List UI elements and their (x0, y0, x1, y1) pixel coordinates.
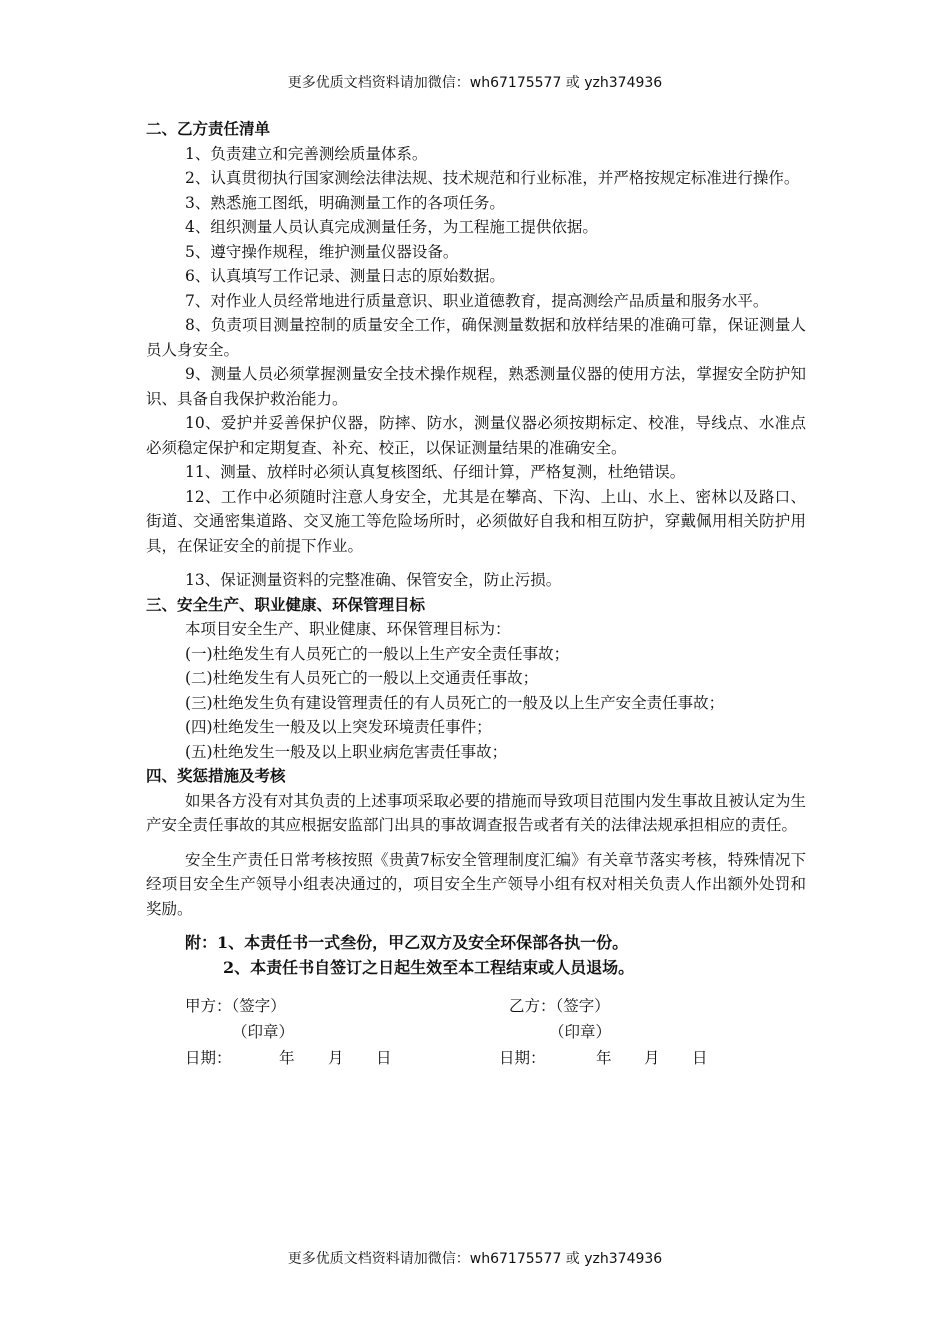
section-3-title: 三、安全生产、职业健康、环保管理目标 (146, 594, 426, 614)
attachment-note-1: 附：1、本责任书一式叁份，甲乙双方及安全环保部各执一份。 (185, 933, 629, 952)
party-a-date-label: 日期： (185, 1049, 232, 1067)
list-item: 5、遵守操作规程，维护测量仪器设备。 (185, 242, 459, 261)
party-b-sign-label: 乙方：（签字） (509, 997, 610, 1015)
list-item: 9、测量人员必须掌握测量安全技术操作规程，熟悉测量仪器的使用方法，掌握安全防护知识、具备自我保护救治能力。 (146, 365, 806, 408)
page-header: 更多优质文档资料请加微信：wh67175577 或 yzh374936 (287, 75, 663, 91)
party-b-date-month: 月 (644, 1049, 660, 1067)
section-4-paragraph: 安全生产责任日常考核按照《贵黄7标安全管理制度汇编》有关章节落实考核，特殊情况下经项目安全生产领导小组表决通过的，项目安全生产领导小组有权对相关负责人作出额外处罚和奖励。 (146, 850, 806, 918)
list-item: 2、认真贯彻执行国家测绘法律法规、技术规范和行业标准，并严格按规定标准进行操作。 (185, 169, 800, 187)
party-a-date-day: 日 (376, 1049, 392, 1067)
list-item: 11、测量、放样时必须认真复核图纸、仔细计算，严格复测，杜绝错误。 (185, 463, 686, 481)
party-b-date-year: 年 (596, 1049, 612, 1067)
list-item: 12、工作中必须随时注意人身安全，尤其是在攀高、下沟、上山、水上、密林以及路口、街道、交通密集道路、交叉施工等危险场所时，必须做好自我和相互防护，穿戴佩用相关防护用具，在保证安全的前提下作业。 (146, 487, 806, 555)
party-a-date-year: 年 (279, 1049, 295, 1067)
section-4-title: 四、奖惩措施及考核 (146, 766, 286, 785)
attachment-note-2: 2、本责任书自签订之日起生效至本工程结束或人员退场。 (223, 957, 635, 977)
list-item: 4、组织测量人员认真完成测量任务，为工程施工提供依据。 (185, 218, 598, 236)
section-2-title: 二、乙方责任清单 (146, 119, 271, 138)
list-item: 7、对作业人员经常地进行质量意识、职业道德教育，提高测绘产品质量和服务水平。 (185, 291, 769, 310)
party-b-seal-label: （印章） (549, 1023, 612, 1041)
seal-row (146, 1020, 806, 1046)
list-item: 6、认真填写工作记录、测量日志的原始数据。 (185, 267, 505, 285)
goal-item: (一)杜绝发生有人员死亡的一般以上生产安全责任事故； (185, 644, 570, 663)
goal-item: (三)杜绝发生负有建设管理责任的有人员死亡的一般及以上生产安全责任事故； (185, 693, 725, 712)
party-a-date-month: 月 (328, 1049, 344, 1067)
goal-item: (二)杜绝发生有人员死亡的一般以上交通责任事故； (185, 669, 539, 687)
party-b-date-day: 日 (692, 1049, 708, 1067)
list-item: 13、保证测量资料的完整准确、保管安全，防止污损。 (185, 571, 562, 589)
goal-item: (五)杜绝发生一般及以上职业病危害责任事故； (185, 742, 508, 761)
list-item: 3、熟悉施工图纸，明确测量工作的各项任务。 (185, 193, 505, 212)
page-footer: 更多优质文档资料请加微信：wh67175577 或 yzh374936 (287, 1251, 663, 1267)
party-a-seal-label: （印章） (232, 1023, 295, 1041)
party-b-date-label: 日期： (499, 1049, 546, 1067)
signature-row (146, 994, 806, 1020)
list-item: 10、爱护并妥善保护仪器，防摔、防水，测量仪器必须按期标定、校准，导线点、水准点必须稳定保护和定期复查、补充、校正，以保证测量结果的准确安全。 (146, 414, 806, 457)
party-a-sign-label: 甲方：（签字） (185, 997, 286, 1015)
goal-item: (四)杜绝发生一般及以上突发环境责任事件； (185, 718, 492, 736)
document-body (146, 117, 806, 1072)
date-row (146, 1046, 806, 1072)
section-4-paragraph: 如果各方没有对其负责的上述事项采取必要的措施而导致项目范围内发生事故且被认定为生产安全责任事故的其应根据安监部门出具的事故调查报告或者有关的法律法规承担相应的责任。 (146, 791, 806, 834)
section-3-intro: 本项目安全生产、职业健康、环保管理目标为： (185, 620, 511, 638)
list-item: 1、负责建立和完善测绘质量体系。 (185, 144, 428, 163)
list-item: 8、负责项目测量控制的质量安全工作，确保测量数据和放样结果的准确可靠，保证测量人员人身安全。 (146, 316, 806, 359)
